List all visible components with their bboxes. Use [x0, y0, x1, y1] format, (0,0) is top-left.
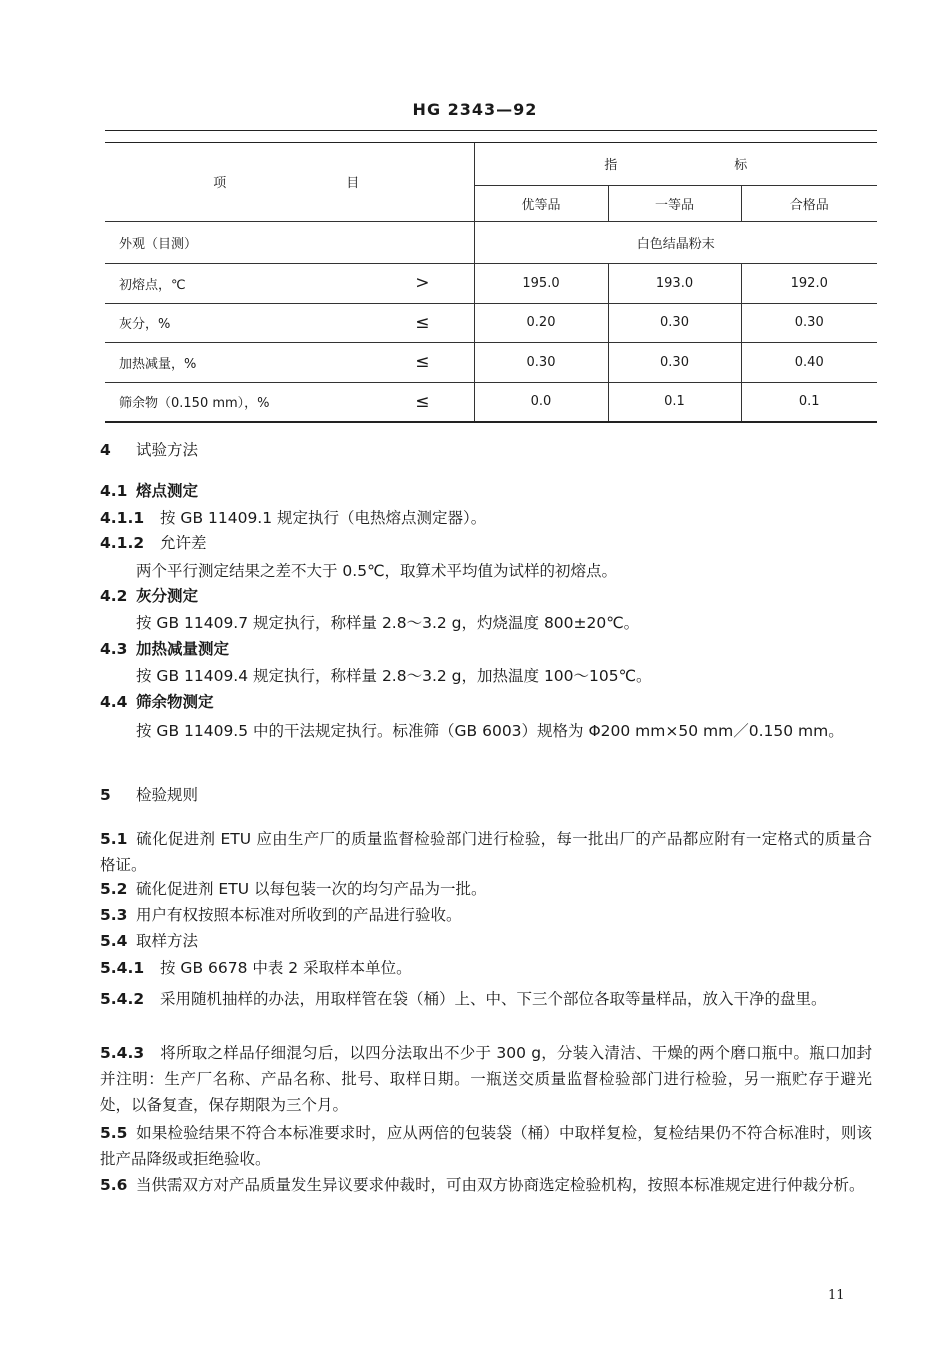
section-5-4-3: 5.4.3 将所取之样品仔细混匀后，以四分法取出不少于 300 g，分装入清洁、干燥的两个磨口瓶中。瓶口加封并注明：生产厂名称、产品名称、批号、取样日期。一瓶送交质量监督检验部门进行检验，另一瓶贮存于避光处，以备复查，保存期限为三个月。 [100, 1044, 872, 1114]
grade-first: 一等品 [608, 185, 741, 221]
section-4-1-2-heading: 4.1.2 允许差 [100, 534, 207, 552]
table-row [105, 382, 877, 422]
row-value: 0.30 [608, 303, 741, 342]
section-5-1: 5.1 硫化促进剂 ETU 应由生产厂的质量监督检验部门进行检验，每一批出厂的产品都应附有一定格式的质量合格证。 [100, 830, 872, 874]
section-5-5: 5.5 如果检验结果不符合本标准要求时，应从两倍的包装袋（桶）中取样复检，复检结果仍不符合标准时，则该批产品降级或拒绝验收。 [100, 1124, 872, 1168]
row-value: 195.0 [474, 263, 608, 303]
header-rule-top [105, 130, 877, 131]
section-5-6: 5.6 当供需双方对产品质量发生异议要求仲裁时，可由双方协商选定检验机构，按照本标准规定进行仲裁分析。 [100, 1176, 865, 1194]
row-label: 筛余物（0.150 mm），% [105, 382, 381, 422]
row-value: 0.20 [474, 303, 608, 342]
row-operator: ≤ [381, 382, 474, 422]
section-4-1-heading: 4.1 熔点测定 [100, 482, 199, 500]
row-value: 0.40 [741, 342, 877, 382]
page-number: 11 [828, 1288, 845, 1303]
row-value: 0.30 [608, 342, 741, 382]
document-header: HG 2343—92 [412, 100, 538, 119]
row-merged-value: 白色结晶粉末 [474, 221, 877, 263]
row-label: 初熔点，℃ [105, 263, 381, 303]
section-4-3-text: 按 GB 11409.4 规定执行，称样量 2.8～3.2 g，加热温度 100～105℃。 [136, 667, 652, 685]
grade-qualified: 合格品 [741, 185, 877, 221]
row-operator: ≤ [381, 342, 474, 382]
section-4-3-heading: 4.3 加热减量测定 [100, 640, 230, 658]
section-5-2: 5.2 硫化促进剂 ETU 以每包装一次的均匀产品为一批。 [100, 880, 487, 898]
row-value: 192.0 [741, 263, 877, 303]
section-4-heading: 4 试验方法 [100, 441, 199, 459]
header-item: 项 目 [105, 143, 474, 221]
section-5-4-heading: 5.4 取样方法 [100, 932, 199, 950]
section-5-4-1: 5.4.1 按 GB 6678 中表 2 采取样本单位。 [100, 959, 412, 977]
section-5-3: 5.3 用户有权按照本标准对所收到的产品进行验收。 [100, 906, 462, 924]
section-4-1-1: 4.1.1 按 GB 11409.1 规定执行（电热熔点测定器）。 [100, 509, 487, 527]
section-4-1-2-text: 两个平行测定结果之差不大于 0.5℃，取算术平均值为试样的初熔点。 [136, 562, 617, 580]
row-value: 0.1 [608, 382, 741, 422]
row-operator: ≤ [381, 303, 474, 342]
table-row [105, 303, 877, 342]
table-row [105, 342, 877, 382]
row-value: 193.0 [608, 263, 741, 303]
section-5-4-2: 5.4.2 采用随机抽样的办法，用取样管在袋（桶）上、中、下三个部位各取等量样品，放入干净的盘里。 [100, 990, 827, 1008]
row-label: 外观（目测） [105, 221, 474, 263]
grade-superior: 优等品 [474, 185, 608, 221]
row-label: 加热减量，% [105, 342, 381, 382]
row-value: 0.30 [474, 342, 608, 382]
row-value: 0.30 [741, 303, 877, 342]
row-label: 灰分，% [105, 303, 381, 342]
header-index: 指 标 [474, 143, 877, 185]
table-row [105, 263, 877, 303]
section-5-heading: 5 检验规则 [100, 786, 199, 804]
section-4-4-heading: 4.4 筛余物测定 [100, 693, 214, 711]
section-4-4-text: 按 GB 11409.5 中的干法规定执行。标准筛（GB 6003）规格为 Φ200 mm×50 mm／0.150 mm。 [136, 722, 844, 740]
section-4-2-text: 按 GB 11409.7 规定执行，称样量 2.8～3.2 g，灼烧温度 800±20℃。 [136, 614, 640, 632]
spec-table [105, 143, 877, 423]
table-row [105, 221, 877, 263]
row-value: 0.1 [741, 382, 877, 422]
row-value: 0.0 [474, 382, 608, 422]
row-operator: > [381, 263, 474, 303]
section-4-2-heading: 4.2 灰分测定 [100, 587, 199, 605]
